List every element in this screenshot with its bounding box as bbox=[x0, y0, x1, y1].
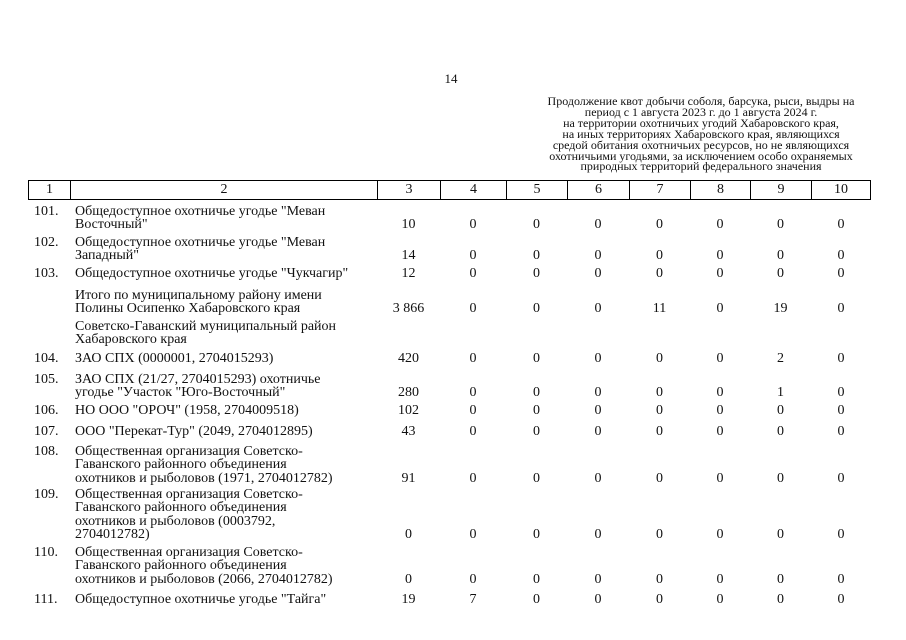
row-value-col-9: 0 bbox=[777, 470, 784, 486]
table-row bbox=[0, 267, 906, 280]
row-value-col-7: 0 bbox=[656, 592, 663, 607]
row-value-col-5: 0 bbox=[533, 424, 540, 439]
row-name-line: НО ООО "ОРОЧ" (1958, 2704009518) bbox=[75, 403, 299, 418]
row-value-col-3: 0 bbox=[405, 526, 412, 542]
table-row bbox=[0, 236, 906, 263]
row-value-col-10: 0 bbox=[837, 470, 845, 486]
row-value-col-7: 11 bbox=[652, 301, 667, 317]
row-value-col-5: 0 bbox=[533, 301, 540, 317]
row-name-line: охотников и рыболовов (1971, 2704012782) bbox=[75, 470, 333, 486]
row-name bbox=[70, 593, 377, 606]
row-value-col-5: 0 bbox=[533, 385, 540, 401]
header-cell-2: 2 bbox=[70, 180, 377, 200]
row-value-col-5: 0 bbox=[533, 266, 540, 281]
row-name-line: охотников и рыболовов (0003792, bbox=[75, 513, 276, 529]
row-value-col-5: 0 bbox=[533, 571, 540, 587]
row-value-col-4: 0 bbox=[469, 571, 477, 587]
row-value-col-6: 0 bbox=[594, 424, 602, 439]
row-value-col-8: 0 bbox=[716, 248, 724, 264]
row-value-col-6: 0 bbox=[594, 403, 602, 418]
row-name-line: 2704012782) bbox=[75, 526, 150, 542]
row-value-col-9: 0 bbox=[777, 266, 784, 281]
row-value-col-9: 2 bbox=[777, 351, 784, 366]
row-name-line: Советско-Гаванский муниципальный район bbox=[75, 319, 337, 334]
row-value-col-3: 43 bbox=[401, 424, 416, 439]
row-name-line: Общественная организация Советско- bbox=[75, 487, 303, 502]
row-value-col-7: 0 bbox=[656, 385, 663, 401]
row-number: 111. bbox=[34, 592, 58, 607]
row-value-col-5: 0 bbox=[533, 403, 540, 418]
header-cell-5: 5 bbox=[506, 180, 567, 200]
row-value-col-7: 0 bbox=[656, 571, 663, 587]
row-value-col-8: 0 bbox=[716, 301, 724, 317]
row-number: 109. bbox=[34, 487, 59, 502]
row-name bbox=[70, 404, 377, 417]
row-value-col-3: 0 bbox=[405, 571, 412, 587]
row-name bbox=[70, 320, 377, 347]
row-value-col-4: 0 bbox=[469, 403, 477, 418]
table-row bbox=[0, 546, 906, 586]
row-value-col-6: 0 bbox=[594, 351, 602, 366]
row-name-line: Гаванского районного объединения bbox=[75, 500, 287, 516]
row-value-col-7: 0 bbox=[656, 248, 663, 264]
table-row bbox=[0, 425, 906, 438]
row-value-col-4: 0 bbox=[469, 248, 477, 264]
heading-line: природных территорий федерального значения bbox=[580, 159, 822, 174]
row-value-col-5: 0 bbox=[533, 351, 540, 366]
row-value-col-4: 0 bbox=[469, 470, 477, 486]
heading-line: на иных территориях Хабаровского края, являющихся bbox=[562, 126, 840, 141]
row-value-col-5: 0 bbox=[533, 592, 540, 607]
row-value-col-4: 0 bbox=[469, 266, 477, 281]
row-name-line: Общественная организация Советско- bbox=[75, 444, 303, 459]
row-name bbox=[70, 289, 377, 316]
row-value-col-5: 0 bbox=[533, 526, 540, 542]
row-name bbox=[70, 425, 377, 438]
row-value-col-6: 0 bbox=[594, 592, 602, 607]
row-value-col-8: 0 bbox=[716, 351, 724, 366]
table-row bbox=[0, 445, 906, 485]
row-value-col-6: 0 bbox=[594, 217, 602, 233]
row-number: 104. bbox=[34, 351, 59, 366]
row-value-col-10: 0 bbox=[837, 592, 845, 607]
row-value-col-7: 0 bbox=[656, 351, 663, 366]
row-name-line: Общедоступное охотничье угодье "Тайга" bbox=[75, 592, 327, 607]
row-name-line: Общедоступное охотничье угодье "Меван bbox=[75, 204, 326, 219]
row-name bbox=[70, 267, 377, 280]
row-number: 105. bbox=[34, 372, 59, 387]
row-value-col-8: 0 bbox=[716, 592, 724, 607]
row-value-col-3: 10 bbox=[401, 217, 416, 233]
row-number: 103. bbox=[34, 266, 59, 281]
row-name-line: Восточный" bbox=[75, 217, 148, 233]
row-value-col-7: 0 bbox=[656, 526, 663, 542]
row-value-col-3: 91 bbox=[401, 470, 416, 486]
row-value-col-8: 0 bbox=[716, 217, 724, 233]
row-value-col-4: 0 bbox=[469, 424, 477, 439]
row-value-col-9: 0 bbox=[777, 424, 784, 439]
row-value-col-4: 0 bbox=[469, 217, 477, 233]
row-value-col-8: 0 bbox=[716, 526, 724, 542]
row-name bbox=[70, 352, 377, 365]
row-value-col-6: 0 bbox=[594, 301, 602, 317]
row-value-col-10: 0 bbox=[837, 301, 845, 317]
row-number: 108. bbox=[34, 444, 59, 459]
header-cell-1: 1 bbox=[28, 180, 70, 200]
row-value-col-4: 0 bbox=[469, 385, 477, 401]
row-number: 106. bbox=[34, 403, 59, 418]
row-value-col-9: 0 bbox=[777, 571, 784, 587]
row-value-col-6: 0 bbox=[594, 248, 602, 264]
row-value-col-8: 0 bbox=[716, 424, 724, 439]
row-name bbox=[70, 488, 377, 541]
row-value-col-3: 280 bbox=[398, 385, 419, 401]
row-number: 101. bbox=[34, 204, 59, 219]
row-value-col-5: 0 bbox=[533, 248, 540, 264]
row-name-line: угодье "Участок "Юго-Восточный" bbox=[75, 385, 286, 401]
row-name-line: Западный" bbox=[75, 248, 139, 264]
row-value-col-6: 0 bbox=[594, 266, 602, 281]
row-value-col-4: 7 bbox=[469, 592, 477, 607]
row-value-col-7: 0 bbox=[656, 470, 663, 486]
row-value-col-5: 0 bbox=[533, 470, 540, 486]
row-value-col-10: 0 bbox=[837, 424, 845, 439]
row-value-col-9: 0 bbox=[777, 217, 784, 233]
heading-line: Продолжение квот добычи соболя, барсука, рыси, выдры на bbox=[547, 94, 855, 108]
row-name-line: ЗАО СПХ (0000001, 2704015293) bbox=[75, 351, 274, 366]
table-row bbox=[0, 404, 906, 417]
row-value-col-10: 0 bbox=[837, 403, 845, 418]
row-name bbox=[70, 373, 377, 400]
row-value-col-8: 0 bbox=[716, 571, 724, 587]
header-cell-9: 9 bbox=[750, 180, 811, 200]
row-value-col-8: 0 bbox=[716, 470, 724, 486]
table-row bbox=[0, 205, 906, 232]
row-value-col-9: 1 bbox=[777, 385, 784, 401]
header-cell-7: 7 bbox=[629, 180, 690, 200]
row-value-col-10: 0 bbox=[837, 526, 845, 542]
page-number: 14 bbox=[444, 71, 458, 86]
row-value-col-9: 0 bbox=[777, 403, 784, 418]
row-name bbox=[70, 236, 377, 263]
table-row bbox=[0, 373, 906, 400]
row-value-col-6: 0 bbox=[594, 571, 602, 587]
row-name-line: Итого по муниципальному району имени bbox=[75, 288, 322, 303]
row-number: 107. bbox=[34, 424, 59, 439]
row-value-col-7: 0 bbox=[656, 424, 663, 439]
heading-line: период с 1 августа 2023 г. до 1 августа 2024 г. bbox=[584, 104, 818, 119]
row-value-col-8: 0 bbox=[716, 266, 724, 281]
row-value-col-6: 0 bbox=[594, 470, 602, 486]
table-row bbox=[0, 488, 906, 541]
header-cell-6: 6 bbox=[567, 180, 629, 200]
row-value-col-7: 0 bbox=[656, 403, 663, 418]
row-value-col-10: 0 bbox=[837, 217, 845, 233]
row-value-col-3: 420 bbox=[398, 351, 419, 366]
row-number: 102. bbox=[34, 235, 59, 250]
row-value-col-8: 0 bbox=[716, 385, 724, 401]
row-value-col-10: 0 bbox=[837, 385, 845, 401]
row-value-col-6: 0 bbox=[594, 526, 602, 542]
row-value-col-9: 0 bbox=[777, 592, 784, 607]
header-cell-10: 10 bbox=[811, 180, 871, 200]
row-value-col-10: 0 bbox=[837, 266, 845, 281]
row-value-col-7: 0 bbox=[656, 266, 663, 281]
district-heading-row bbox=[0, 320, 906, 347]
heading-line: на территории охотничьих угодий Хабаровского края, bbox=[563, 115, 839, 130]
row-value-col-9: 0 bbox=[777, 526, 784, 542]
table-row bbox=[0, 593, 906, 606]
row-name-line: ЗАО СПХ (21/27, 2704015293) охотничье bbox=[75, 372, 321, 387]
row-name-line: охотников и рыболовов (2066, 2704012782) bbox=[75, 571, 333, 587]
row-name-line: Общедоступное охотничье угодье "Чукчагир" bbox=[75, 266, 349, 281]
row-name-line: Общественная организация Советско- bbox=[75, 545, 303, 560]
row-name bbox=[70, 205, 377, 232]
row-value-col-10: 0 bbox=[837, 571, 845, 587]
row-value-col-3: 14 bbox=[401, 248, 416, 264]
row-value-col-9: 19 bbox=[773, 301, 788, 317]
row-value-col-3: 3 866 bbox=[392, 301, 425, 317]
row-name bbox=[70, 546, 377, 586]
row-value-col-9: 0 bbox=[777, 248, 784, 264]
row-value-col-3: 19 bbox=[401, 592, 416, 607]
row-number: 110. bbox=[34, 545, 58, 560]
row-value-col-4: 0 bbox=[469, 351, 477, 366]
heading-line: охотничьими угодьями, за исключением особо охраняемых bbox=[549, 148, 853, 163]
header-cell-8: 8 bbox=[690, 180, 750, 200]
row-value-col-10: 0 bbox=[837, 248, 845, 264]
row-name-line: Полины Осипенко Хабаровского края bbox=[75, 301, 301, 317]
row-value-col-10: 0 bbox=[837, 351, 845, 366]
row-value-col-6: 0 bbox=[594, 385, 602, 401]
row-name-line: Общедоступное охотничье угодье "Меван bbox=[75, 235, 326, 250]
row-value-col-8: 0 bbox=[716, 403, 724, 418]
total-row bbox=[0, 289, 906, 316]
row-name-line: Гаванского районного объединения bbox=[75, 558, 287, 574]
row-value-col-5: 0 bbox=[533, 217, 540, 233]
row-value-col-7: 0 bbox=[656, 217, 663, 233]
row-name-line: Хабаровского края bbox=[75, 332, 187, 348]
row-value-col-3: 102 bbox=[398, 403, 419, 418]
table-row bbox=[0, 352, 906, 365]
row-name bbox=[70, 445, 377, 485]
header-cell-4: 4 bbox=[440, 180, 506, 200]
heading-line: средой обитания охотничьих ресурсов, но не являющихся bbox=[552, 137, 850, 152]
header-cell-3: 3 bbox=[377, 180, 440, 200]
row-value-col-3: 12 bbox=[401, 266, 416, 281]
row-name-line: Гаванского районного объединения bbox=[75, 457, 287, 473]
row-value-col-4: 0 bbox=[469, 301, 477, 317]
row-name-line: ООО "Перекат-Тур" (2049, 2704012895) bbox=[75, 424, 313, 439]
row-value-col-4: 0 bbox=[469, 526, 477, 542]
